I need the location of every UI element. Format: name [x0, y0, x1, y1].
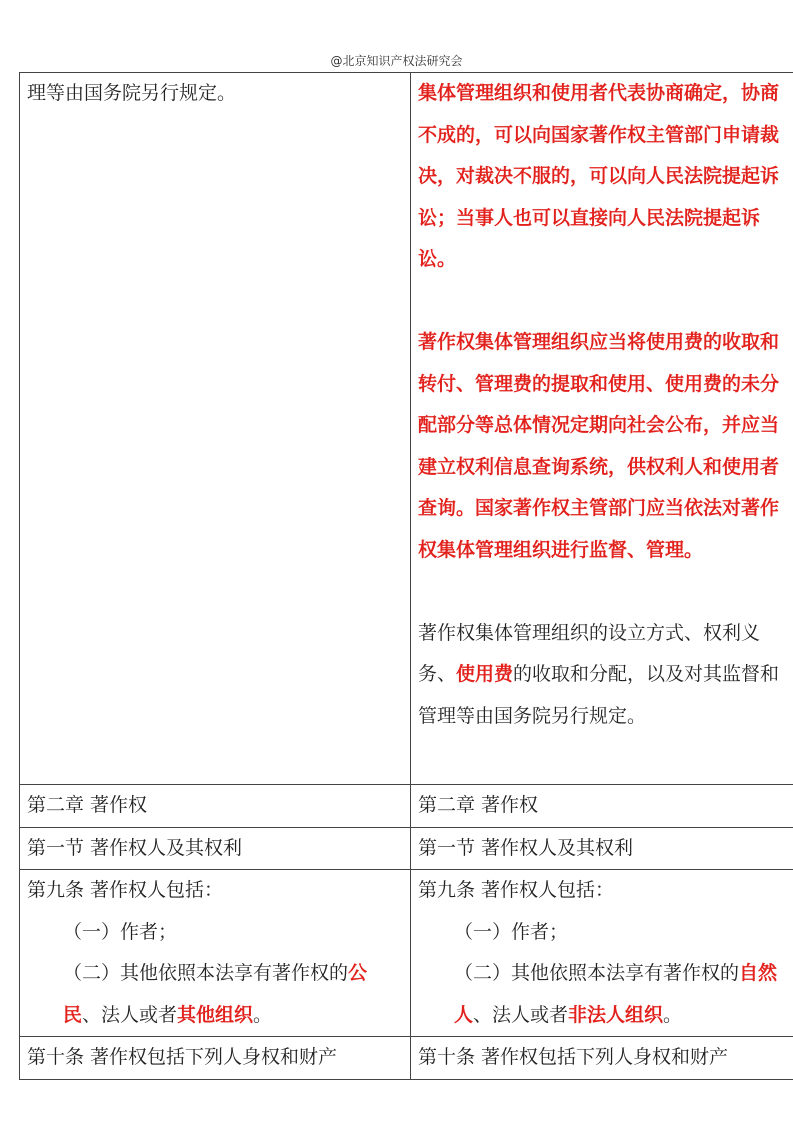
item2-text-e: 。: [253, 1003, 273, 1026]
amended-paragraph-3: [418, 613, 793, 738]
item2-highlight-2: 非法人组织: [568, 1003, 664, 1026]
article-9-item-2: [418, 953, 793, 1036]
item2-text-a: （二）其他依照本法享有著作权的: [63, 962, 349, 984]
left-cell-previous-text: [20, 73, 411, 785]
article-10-left: 第十条 著作权包括下列人身权和财产: [20, 1037, 411, 1080]
article-9-right: [411, 870, 793, 1037]
section-title-left: 第一节 著作权人及其权利: [20, 827, 411, 870]
table-row: [20, 1037, 793, 1080]
para3-part-a: 著作权集体管理组织的设立方式、权利义务、: [418, 621, 761, 685]
article-9-left: [20, 870, 411, 1037]
article-9-title: 第九条 著作权人包括：: [418, 879, 615, 901]
page-header-watermark: @北京知识产权法研究会: [330, 54, 463, 68]
table-row: [20, 870, 793, 1037]
amended-paragraph-1: 集体管理组织和使用者代表协商确定，协商不成的，可以向国家著作权主管部门申请裁决，对裁决不服的，可以向人民法院提起诉讼；当事人也可以直接向人民法院提起诉讼。: [418, 82, 780, 270]
left-text: 理等由国务院另行规定。: [27, 82, 237, 104]
article-10-right: 第十条 著作权包括下列人身权和财产: [411, 1037, 793, 1080]
item2-text-c: 、法人或者: [473, 1003, 569, 1026]
amended-paragraph-2: 著作权集体管理组织应当将使用费的收取和转付、管理费的提取和使用、使用费的未分配部分等总体情况定期向社会公布，并应当建立权利信息查询系统，供权利人和使用者查询。国家著作权主管部门应当依法对著作权集体管理组织进行监督、管理。: [418, 331, 780, 561]
article-9-item-2: [27, 953, 404, 1036]
item2-highlight-1: 公民: [63, 962, 368, 1026]
item2-text-c: 、法人或者: [82, 1003, 178, 1026]
table-row: [20, 73, 793, 785]
table-row: [20, 827, 793, 870]
para3-part-c: 的收取和分配，以及对其监督和管理等由国务院另行规定。: [418, 663, 780, 727]
article-9-item-1: （一）作者；: [63, 920, 178, 943]
article-9-title: 第九条 著作权人包括：: [27, 879, 224, 901]
section-title-right: 第一节 著作权人及其权利: [411, 827, 793, 870]
article-9-item-1: （一）作者；: [454, 920, 569, 943]
item2-text-a: （二）其他依照本法享有著作权的: [454, 962, 740, 984]
item2-text-e: 。: [663, 1003, 683, 1026]
chapter-title-right: 第二章 著作权: [411, 785, 793, 828]
right-cell-amended-text: [411, 73, 793, 785]
item2-highlight-2: 其他组织: [177, 1003, 254, 1026]
chapter-title-left: 第二章 著作权: [20, 785, 411, 828]
para3-highlight: 使用费: [456, 663, 514, 685]
item2-highlight-1: 自然人: [454, 962, 778, 1026]
table-row: [20, 785, 793, 828]
comparison-table: [19, 72, 793, 1080]
